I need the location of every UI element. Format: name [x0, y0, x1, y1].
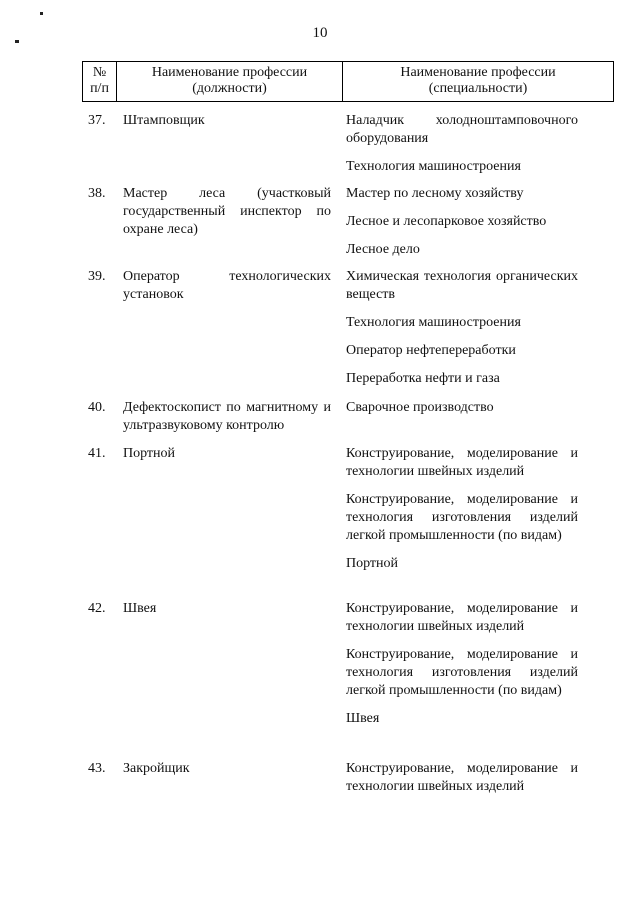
row-profession: Мастер леса (участковый государственный инспектор по охране леса) [123, 186, 331, 237]
row-profession: Дефектоскопист по магнитному и ультразвуковому контролю [123, 400, 331, 433]
specialty-item: Сварочное производство [346, 400, 494, 415]
specialty-item: Конструирование, моделирование и технология изготовления изделий легкой промышленности (по видам) [346, 647, 578, 698]
header-profession-cell [117, 62, 343, 101]
header-profession-title: Наименование профессии [151, 65, 308, 80]
specialty-item: Технология машиностроения [346, 315, 521, 330]
scan-speck [15, 40, 19, 43]
header-number-abbrev: п/п [90, 81, 109, 96]
header-number-symbol: № [92, 65, 107, 80]
header-specialty-title: Наименование профессии [400, 65, 556, 80]
row-specialties [346, 268, 578, 388]
specialty-item: Швея [346, 711, 380, 726]
row-number: 42. [88, 601, 106, 616]
specialty-item: Конструирование, моделирование и технологии швейных изделий [346, 601, 578, 634]
specialty-item: Мастер по лесному хозяйству [346, 186, 524, 201]
header-specialty-subtitle: (специальности) [428, 81, 528, 96]
row-specialties [346, 600, 578, 728]
row-number: 38. [88, 186, 106, 201]
scan-speck [40, 12, 43, 15]
header-profession-subtitle: (должности) [192, 81, 267, 96]
row-specialties [346, 112, 578, 176]
row-specialties [346, 445, 578, 573]
specialty-item: Лесное дело [346, 242, 420, 257]
row-specialties [346, 399, 578, 417]
specialty-item: Лесное и лесопарковое хозяйство [346, 214, 547, 229]
specialty-item: Конструирование, моделирование и технология изготовления изделий легкой промышленности (по видам) [346, 492, 578, 543]
row-profession: Закройщик [123, 761, 190, 776]
specialty-item: Конструирование, моделирование и технологии швейных изделий [346, 761, 578, 794]
specialty-item: Технология машиностроения [346, 159, 521, 174]
table-header [82, 61, 614, 102]
row-specialties [346, 185, 578, 259]
row-profession: Оператор технологических установок [123, 269, 331, 302]
specialty-item: Оператор нефтепереработки [346, 343, 516, 358]
row-number: 40. [88, 400, 106, 415]
specialty-item: Конструирование, моделирование и технологии швейных изделий [346, 446, 578, 479]
row-number: 39. [88, 269, 106, 284]
page-number: 10 [312, 25, 328, 41]
specialty-item: Химическая технология органических веществ [346, 269, 578, 302]
specialty-item: Портной [346, 556, 399, 571]
row-profession: Швея [123, 601, 157, 616]
row-specialties [346, 760, 578, 796]
row-profession: Портной [123, 446, 176, 461]
header-number-cell [83, 62, 117, 101]
row-number: 41. [88, 446, 106, 461]
header-specialty-cell [343, 62, 613, 101]
row-number: 37. [88, 113, 106, 128]
row-number: 43. [88, 761, 106, 776]
specialty-item: Переработка нефти и газа [346, 371, 500, 386]
specialty-item: Наладчик холодноштамповочного оборудования [346, 113, 578, 146]
row-profession: Штамповщик [123, 113, 205, 128]
